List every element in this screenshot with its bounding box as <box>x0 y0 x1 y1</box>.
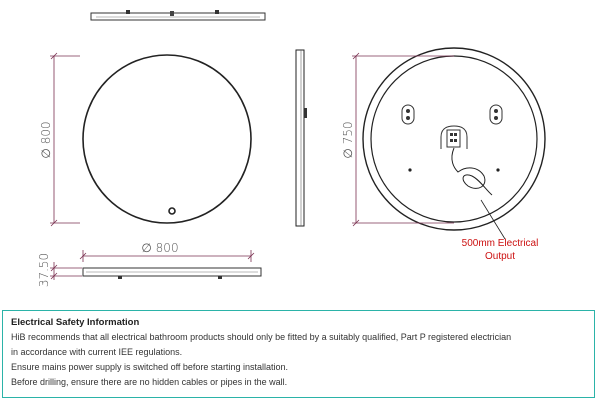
safety-title: Electrical Safety Information <box>11 317 140 328</box>
depth-dimension-label: 37.50 <box>37 252 51 288</box>
height-dimension-label: ∅ 800 <box>39 121 53 159</box>
mounting-bracket-right <box>490 105 502 124</box>
safety-line-2: in accordance with current IEE regulations. <box>11 347 183 357</box>
safety-line-3: Ensure mains power supply is switched off before starting installation. <box>11 362 288 372</box>
height-dimension <box>50 53 80 226</box>
electrical-safety-panel <box>2 310 595 398</box>
inner-diameter-label: ∅ 750 <box>341 121 355 159</box>
front-view <box>83 55 251 223</box>
bottom-view <box>83 268 261 279</box>
rear-view <box>363 48 545 230</box>
width-dimension-label: ∅ 800 <box>141 241 179 255</box>
depth-dimension <box>50 262 82 280</box>
annotation-line-1: 500mm Electrical <box>461 238 539 249</box>
safety-line-4: Before drilling, ensure there are no hidden cables or pipes in the wall. <box>11 377 288 387</box>
mounting-bracket-left <box>402 105 414 124</box>
top-view <box>91 10 265 20</box>
safety-line-1: HiB recommends that all electrical bathroom products should only be fitted by a suitably qualified, Part P registered electrician <box>11 332 512 342</box>
touch-sensor-icon <box>169 208 175 214</box>
side-view <box>296 50 307 226</box>
annotation-line-2: Output <box>484 251 516 262</box>
